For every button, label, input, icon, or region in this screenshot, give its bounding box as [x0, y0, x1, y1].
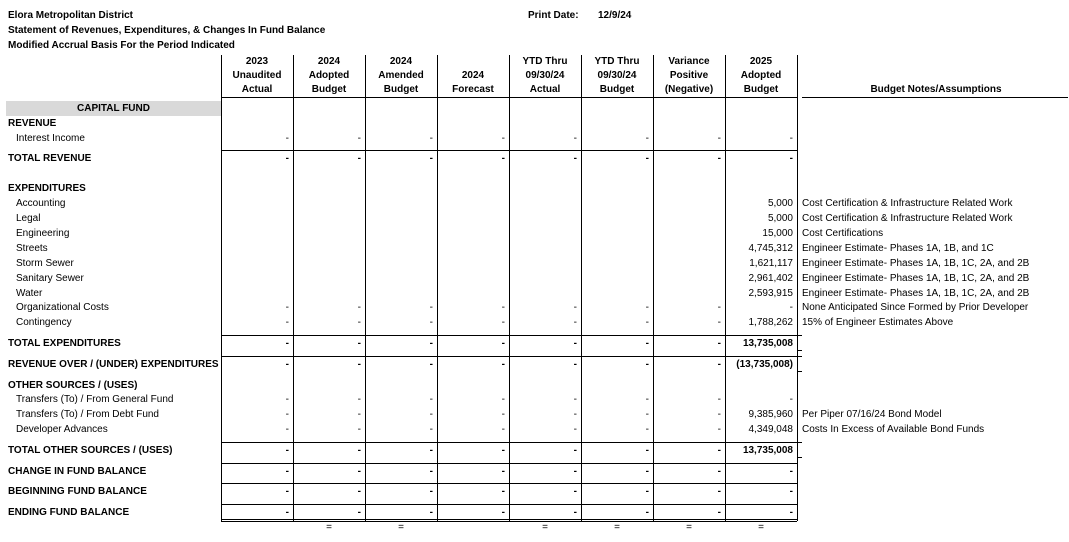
table-row: [0, 131, 1069, 146]
row-value: -: [285, 153, 289, 164]
row-value: -: [357, 445, 361, 456]
row-label: Accounting: [16, 198, 66, 209]
table-row: [0, 357, 1069, 372]
row-value: -: [717, 153, 721, 164]
print-date-value: 12/9/24: [598, 10, 632, 21]
row-value: -: [717, 409, 721, 420]
row-value: 13,735,008: [742, 445, 793, 456]
row-value: -: [429, 424, 433, 435]
row-label: Water: [16, 288, 43, 299]
row-label: Developer Advances: [16, 424, 108, 435]
table-row: [0, 256, 1069, 271]
row-value: -: [645, 394, 649, 405]
row-value: -: [501, 338, 505, 349]
row-value: -: [429, 486, 433, 497]
row-value: -: [285, 394, 289, 405]
column-header-line: 2025: [749, 56, 773, 67]
column-header-line: 09/30/24: [597, 70, 637, 81]
row-value: -: [645, 424, 649, 435]
row-label: TOTAL EXPENDITURES: [8, 338, 121, 349]
table-row: [0, 286, 1069, 301]
row-value: -: [645, 486, 649, 497]
row-value: -: [717, 359, 721, 370]
row-value: 1,621,117: [749, 258, 793, 269]
row-label: Legal: [16, 213, 41, 224]
table-row: [0, 226, 1069, 241]
double-underline-mark: =: [542, 522, 548, 533]
row-value: -: [285, 424, 289, 435]
column-header-line: Forecast: [452, 84, 494, 95]
row-value: -: [429, 507, 433, 518]
row-value: -: [717, 507, 721, 518]
table-row: [0, 422, 1069, 437]
row-value: 4,745,312: [748, 243, 793, 254]
row-value: -: [285, 133, 289, 144]
row-label: TOTAL REVENUE: [8, 153, 92, 164]
row-value: -: [573, 409, 577, 420]
row-value: -: [645, 302, 649, 313]
row-value: -: [285, 445, 289, 456]
row-note: Per Piper 07/16/24 Bond Model: [802, 409, 942, 420]
row-value: -: [645, 466, 649, 477]
column-header-line: Actual: [241, 84, 273, 95]
row-label: TOTAL OTHER SOURCES / (USES): [8, 445, 173, 456]
row-value: -: [717, 466, 721, 477]
row-value: -: [645, 445, 649, 456]
table-row: [0, 443, 1069, 458]
row-value: -: [501, 133, 505, 144]
column-header-line: 2024: [317, 56, 341, 67]
row-value: -: [573, 153, 577, 164]
row-value: -: [501, 507, 505, 518]
row-note: Cost Certifications: [802, 228, 884, 239]
table-row: [0, 300, 1069, 315]
table-row: [0, 315, 1069, 330]
row-value: -: [501, 445, 505, 456]
row-label: REVENUE: [8, 118, 57, 129]
double-underline-mark: =: [326, 522, 332, 533]
column-header-line: 2023: [245, 56, 269, 67]
row-value: 2,593,915: [748, 288, 793, 299]
table-row: [0, 378, 1069, 393]
row-label: Contingency: [16, 317, 72, 328]
row-value: 5,000: [767, 198, 793, 209]
row-value: -: [789, 486, 793, 497]
table-row: [0, 211, 1069, 226]
row-value: -: [717, 445, 721, 456]
row-value: -: [501, 486, 505, 497]
notes-column-header: Budget Notes/Assumptions: [870, 84, 1002, 95]
row-value: -: [429, 359, 433, 370]
row-value: -: [501, 317, 505, 328]
row-value: -: [285, 338, 289, 349]
column-header-line: 09/30/24: [525, 70, 565, 81]
table-row: [0, 151, 1069, 166]
double-underline-mark: =: [614, 522, 620, 533]
statement-title: Statement of Revenues, Expenditures, & Changes In Fund Balance: [8, 25, 326, 36]
row-value: -: [789, 394, 793, 405]
column-header-line: Budget: [599, 84, 635, 95]
row-value: 13,735,008: [742, 338, 793, 349]
row-value: -: [285, 317, 289, 328]
print-date-label: Print Date:: [528, 10, 579, 21]
column-header: [293, 55, 365, 97]
fund-title: CAPITAL FUND: [6, 101, 221, 116]
row-note: Engineer Estimate- Phases 1A, 1B, 1C, 2A, and 2B: [802, 258, 1030, 269]
row-value: -: [429, 338, 433, 349]
column-header-line: Adopted: [308, 70, 350, 81]
row-value: -: [429, 133, 433, 144]
row-value: -: [573, 317, 577, 328]
double-underline-mark: =: [398, 522, 404, 533]
column-header: [221, 55, 293, 97]
row-value: -: [357, 359, 361, 370]
double-underline-mark: =: [686, 522, 692, 533]
row-note: 15% of Engineer Estimates Above: [802, 317, 954, 328]
column-header-line: Actual: [529, 84, 561, 95]
row-value: -: [573, 394, 577, 405]
row-value: -: [501, 153, 505, 164]
row-value: -: [573, 486, 577, 497]
row-value: -: [429, 466, 433, 477]
table-row: [0, 336, 1069, 351]
row-value: -: [789, 133, 793, 144]
table-row: [0, 241, 1069, 256]
row-note: None Anticipated Since Formed by Prior Developer: [802, 302, 1029, 313]
column-header-line: 2024: [389, 56, 413, 67]
row-value: 1,788,262: [748, 317, 793, 328]
row-value: -: [429, 409, 433, 420]
column-header: [653, 55, 725, 97]
row-value: -: [501, 466, 505, 477]
column-header: [725, 55, 797, 97]
row-value: -: [645, 133, 649, 144]
row-label: Transfers (To) / From Debt Fund: [16, 409, 159, 420]
table-row: [0, 484, 1069, 499]
row-label: Storm Sewer: [16, 258, 74, 269]
row-label: Transfers (To) / From General Fund: [16, 394, 174, 405]
row-value: -: [789, 302, 793, 313]
row-value: -: [357, 409, 361, 420]
row-value: -: [573, 302, 577, 313]
row-value: -: [357, 302, 361, 313]
row-value: 4,349,048: [748, 424, 793, 435]
row-value: -: [357, 466, 361, 477]
row-note: Engineer Estimate- Phases 1A, 1B, 1C, 2A, and 2B: [802, 288, 1030, 299]
table-row: [0, 116, 1069, 131]
row-value: -: [717, 302, 721, 313]
column-header: [509, 55, 581, 97]
row-value: -: [285, 507, 289, 518]
row-value: -: [429, 394, 433, 405]
row-value: -: [645, 317, 649, 328]
row-value: -: [357, 153, 361, 164]
row-value: -: [717, 317, 721, 328]
row-value: -: [645, 153, 649, 164]
row-value: -: [357, 486, 361, 497]
basis-subtitle: Modified Accrual Basis For the Period Indicated: [8, 40, 235, 51]
row-value: -: [645, 338, 649, 349]
row-value: 9,385,960: [748, 409, 793, 420]
table-row: [0, 196, 1069, 211]
column-header-line: (Negative): [664, 84, 714, 95]
row-label: ENDING FUND BALANCE: [8, 507, 130, 518]
row-value: -: [285, 302, 289, 313]
table-row: [0, 271, 1069, 286]
row-value: -: [429, 153, 433, 164]
row-value: -: [717, 133, 721, 144]
table-row: [0, 181, 1069, 196]
row-value: -: [285, 466, 289, 477]
row-value: -: [357, 338, 361, 349]
row-value: -: [573, 338, 577, 349]
column-header: [365, 55, 437, 97]
column-header-line: Amended: [378, 70, 424, 81]
row-value: -: [501, 409, 505, 420]
table-row: [0, 505, 1069, 520]
row-value: -: [717, 424, 721, 435]
row-value: -: [357, 507, 361, 518]
row-value: (13,735,008): [736, 359, 793, 370]
row-value: -: [645, 507, 649, 518]
row-label: Sanitary Sewer: [16, 273, 84, 284]
row-label: Engineering: [16, 228, 70, 239]
row-label: OTHER SOURCES / (USES): [8, 380, 138, 391]
column-header-line: Unaudited: [232, 70, 282, 81]
column-header-line: Adopted: [740, 70, 782, 81]
row-label: BEGINNING FUND BALANCE: [8, 486, 147, 497]
row-label: EXPENDITURES: [8, 183, 86, 194]
row-value: 2,961,402: [748, 273, 793, 284]
row-value: -: [285, 359, 289, 370]
row-note: Engineer Estimate- Phases 1A, 1B, 1C, 2A, and 2B: [802, 273, 1030, 284]
row-value: -: [501, 394, 505, 405]
row-value: -: [717, 338, 721, 349]
row-label: CHANGE IN FUND BALANCE: [8, 466, 147, 477]
row-note: Costs In Excess of Available Bond Funds: [802, 424, 985, 435]
row-value: -: [501, 359, 505, 370]
row-value: -: [357, 394, 361, 405]
row-label: REVENUE OVER / (UNDER) EXPENDITURES: [8, 359, 219, 370]
row-value: -: [573, 424, 577, 435]
row-label: Streets: [16, 243, 48, 254]
row-value: -: [573, 445, 577, 456]
row-value: -: [357, 317, 361, 328]
row-value: -: [357, 424, 361, 435]
double-underline-mark: =: [758, 522, 764, 533]
column-header-line: Budget: [743, 84, 779, 95]
row-value: 5,000: [767, 213, 793, 224]
column-header-line: YTD Thru: [522, 56, 568, 67]
table-row: [0, 392, 1069, 407]
row-value: -: [717, 394, 721, 405]
district-name: Elora Metropolitan District: [8, 10, 134, 21]
column-header-line: Variance: [668, 56, 710, 67]
grid-hline: [221, 97, 797, 98]
row-value: -: [357, 133, 361, 144]
row-value: -: [789, 507, 793, 518]
row-value: -: [573, 359, 577, 370]
row-value: -: [501, 302, 505, 313]
row-value: -: [645, 359, 649, 370]
row-value: -: [645, 409, 649, 420]
table-row: [0, 407, 1069, 422]
row-value: -: [573, 133, 577, 144]
row-value: -: [573, 466, 577, 477]
row-value: -: [717, 486, 721, 497]
row-value: -: [429, 317, 433, 328]
row-value: -: [789, 466, 793, 477]
row-value: -: [285, 486, 289, 497]
row-value: -: [285, 409, 289, 420]
row-value: -: [573, 507, 577, 518]
column-header-line: YTD Thru: [594, 56, 640, 67]
row-note: Cost Certification & Infrastructure Related Work: [802, 198, 1013, 209]
row-value: -: [501, 424, 505, 435]
grid-hline: [802, 97, 1068, 98]
column-header-line: 2024: [461, 70, 485, 81]
row-label: Organizational Costs: [16, 302, 109, 313]
column-header: [581, 55, 653, 97]
row-note: Engineer Estimate- Phases 1A, 1B, and 1C: [802, 243, 994, 254]
row-value: -: [429, 302, 433, 313]
row-label: Interest Income: [16, 133, 85, 144]
column-header-line: Budget: [311, 84, 347, 95]
row-note: Cost Certification & Infrastructure Related Work: [802, 213, 1013, 224]
column-header-line: Budget: [383, 84, 419, 95]
column-header-line: Positive: [669, 70, 709, 81]
row-value: -: [429, 445, 433, 456]
table-row: [0, 464, 1069, 479]
column-header: [437, 55, 509, 97]
row-value: -: [789, 153, 793, 164]
row-value: 15,000: [762, 228, 793, 239]
